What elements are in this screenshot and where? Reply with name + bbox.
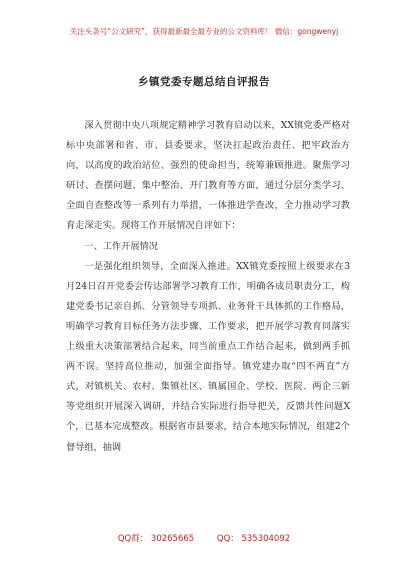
footer-qq: QQ： 535304092: [216, 534, 291, 544]
header-watermark-note: 关注头条号“公文研究”，获得最新最全最专业的公文资料库！ 微信：gongwenyj: [69, 27, 339, 36]
section-heading: 一、工作开展情况: [84, 240, 158, 252]
footer-contact: [0, 532, 408, 544]
body-paragraph: 一是强化组织领导，全面深入推进。XX镇党委按照上级要求在3月24日召开党委会传达部署学习教育工作，明确各成员职责分工，构建党委书记亲自抓、分管领导专项抓、业务骨干具体抓的工作格局，明确学习教育目标任务方法步骤、工作要求，把开展学习教育同落实上级重大决策部署结合起来，同当前重点工作结合起来，做到两手抓两不误。坚持高位推动，加强全面指导。镇党建办取“四不两直”方式，对镇机关、农村、集镇社区、镇属国企、学校、医院、两企三新等党组织开展深入调研，并结合实际进行指导把关，反馈共性问题X个，已基本完成整改。根据省市县要求，结合本地实际情况，组建2个督导组，抽调: [66, 260, 350, 453]
intro-paragraph: 深入贯彻中央八项规定精神学习教育启动以来，XX镇党委严格对标中央部署和省、市、县委要求，坚决扛起政治责任、把牢政治方向，以高度的政治站位、强烈的使命担当，统筹兼顾推进。聚焦学习研讨、查摆问题、集中整治、开门教育等方面，通过分层分类学习、全面自查整改等一系列有力举措，一体推进学查改，全力推动学习教育走深走实。现将工作开展情况自评如下：: [66, 120, 350, 232]
document-title: 乡镇党委专题总结自评报告: [138, 76, 270, 88]
footer-qq-group: QQ群： 30265665: [117, 534, 195, 544]
document-body: [66, 116, 350, 458]
